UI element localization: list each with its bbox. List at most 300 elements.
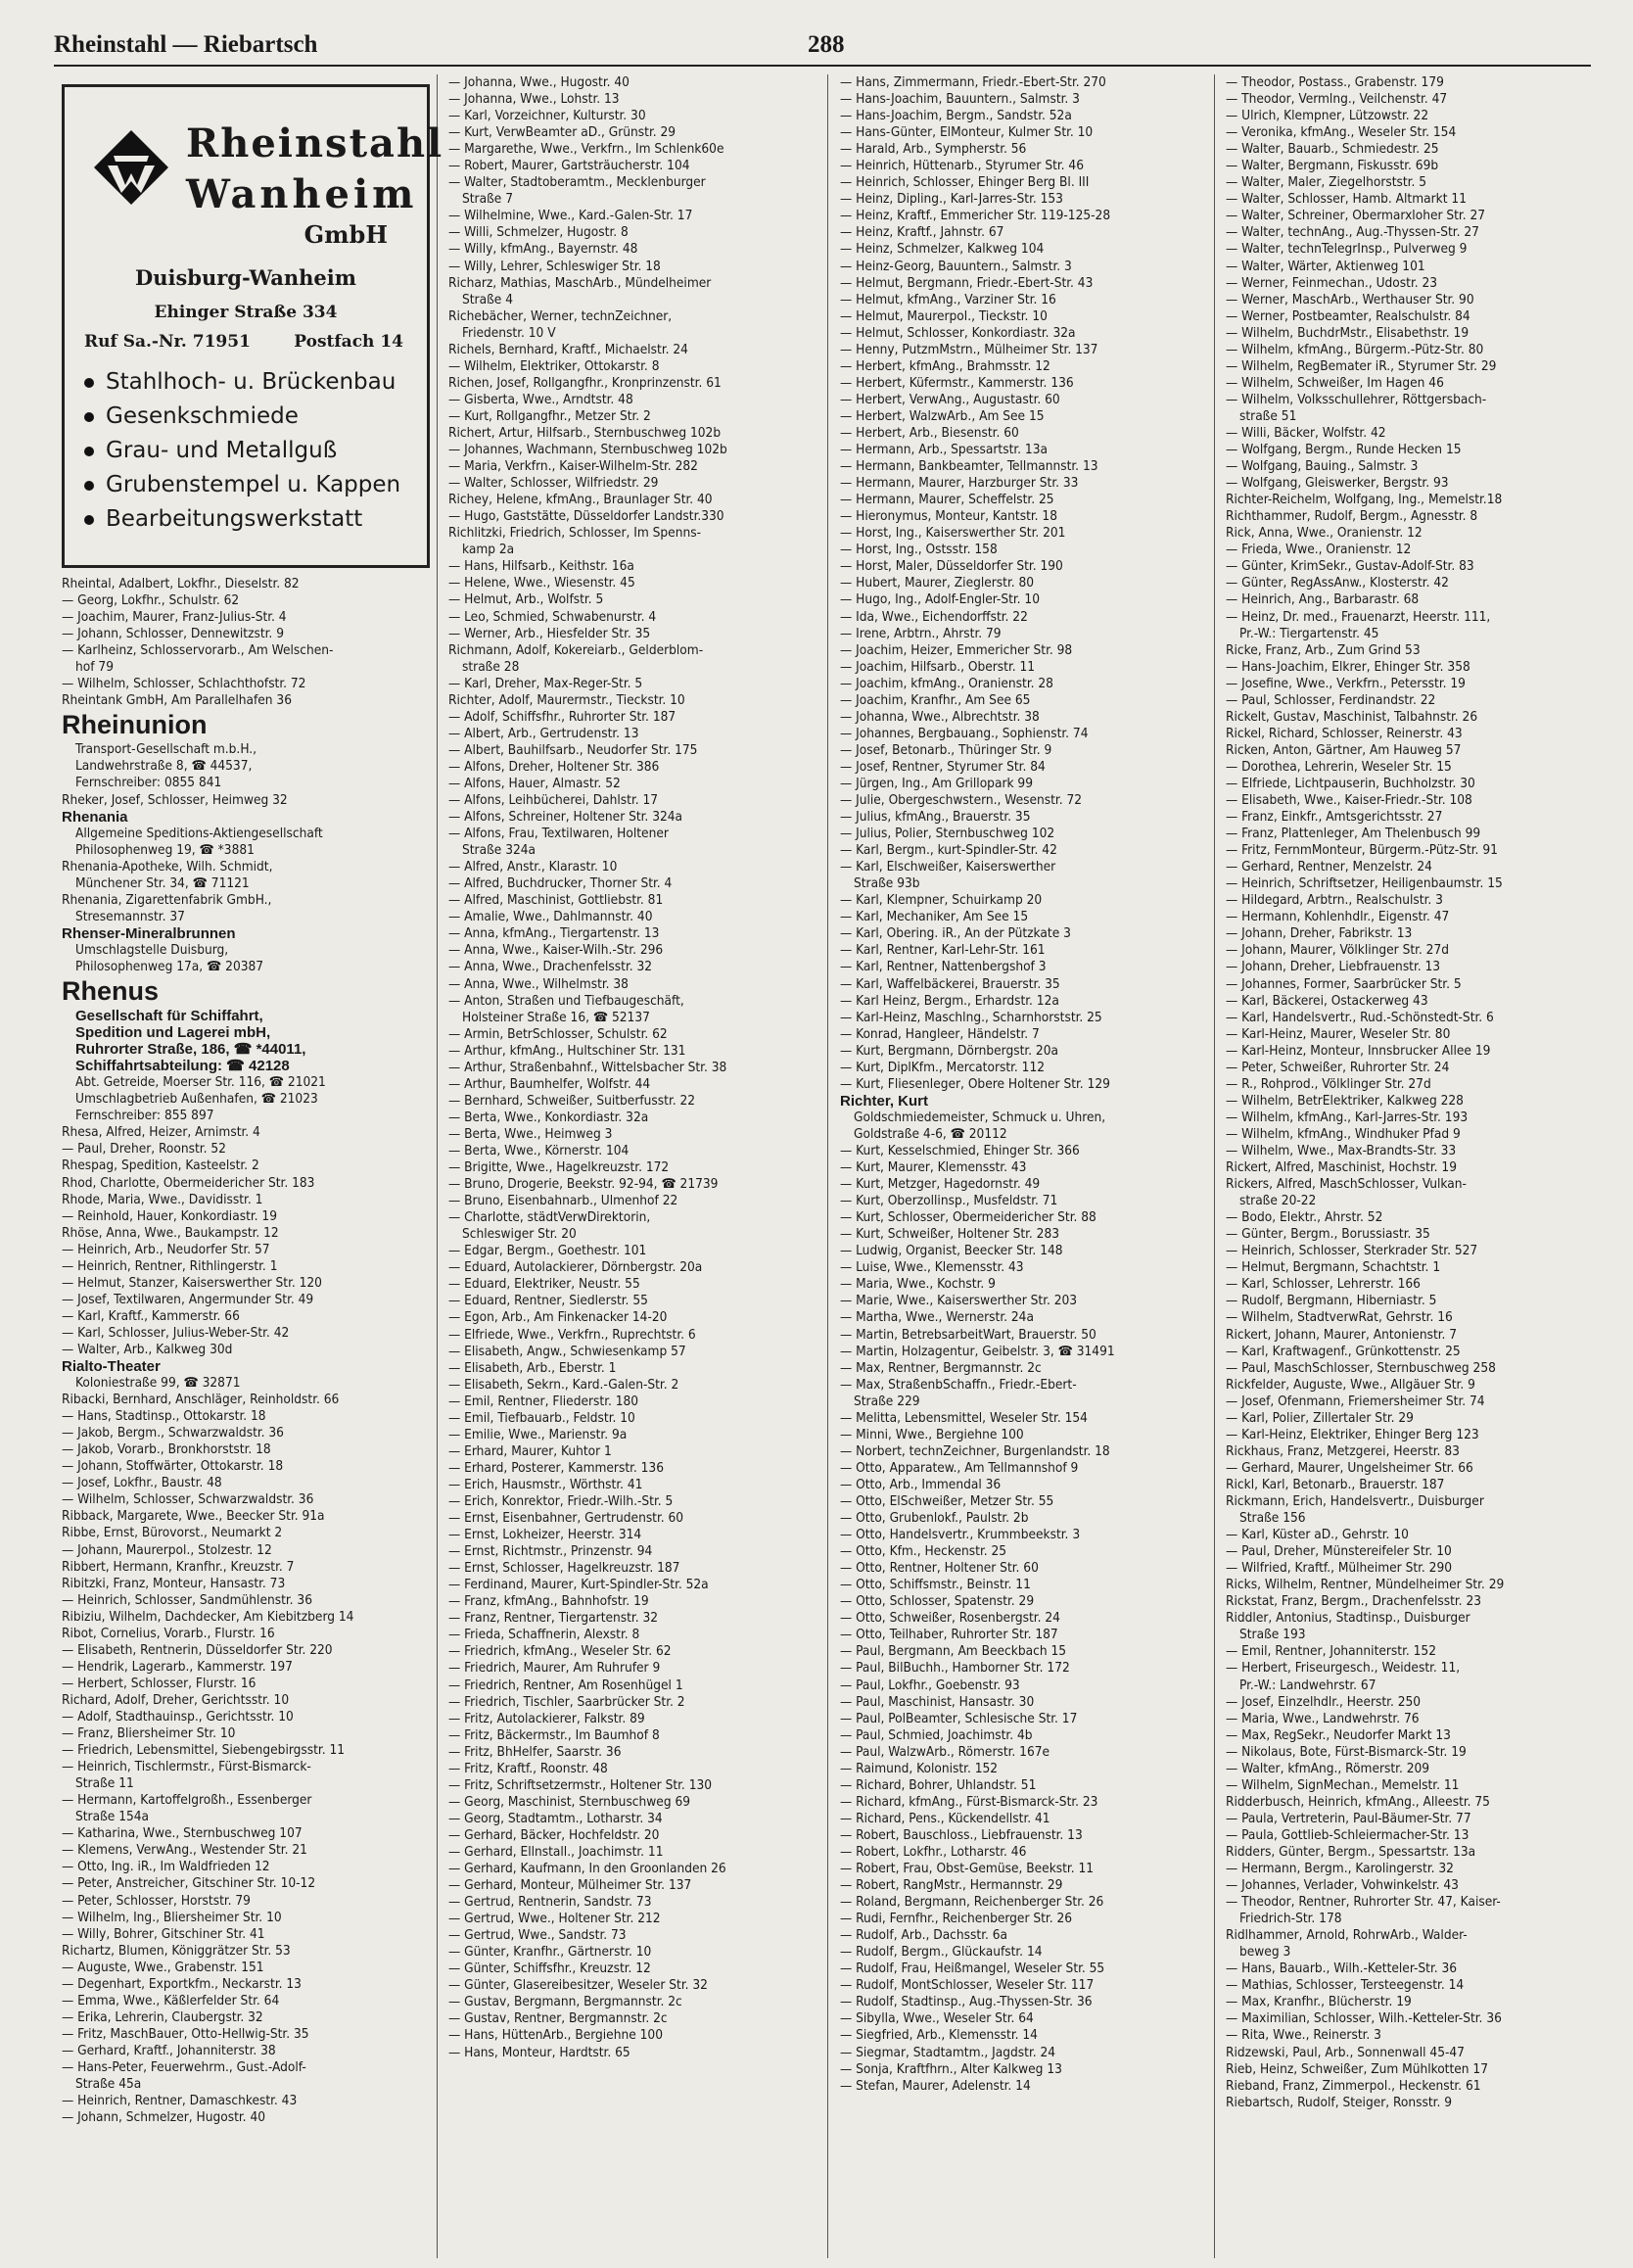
- directory-entry: Richen, Josef, Rollgangfhr., Kronprinzenstr. 61: [448, 374, 722, 391]
- directory-entry: Umschlagstelle Duisburg,: [75, 941, 229, 958]
- directory-entry: — Erich, Hausmstr., Wörthstr. 41: [448, 1476, 643, 1492]
- directory-entry: — Wolfgang, Gleiswerker, Bergstr. 93: [1226, 475, 1449, 492]
- directory-entry: — Johannes, Bergbauang., Sophienstr. 74: [840, 725, 1089, 741]
- directory-entry: — Emil, Rentner, Fliederstr. 180: [448, 1393, 639, 1409]
- directory-entry: — Julius, Polier, Sternbuschweg 102: [840, 826, 1055, 842]
- directory-entry: — Herbert, Arb., Biesenstr. 60: [840, 424, 1019, 441]
- column-rule: [437, 74, 438, 2258]
- directory-entry: — Hans, Hilfsarb., Keithstr. 16a: [448, 558, 634, 575]
- directory-column-2: [448, 74, 811, 2061]
- directory-entry: Rieband, Franz, Zimmerpol., Heckenstr. 61: [1226, 2077, 1481, 2094]
- directory-entry: Fernschreiber: 855 897: [75, 1108, 214, 1124]
- directory-entry: — Edgar, Bergm., Goethestr. 101: [448, 1243, 647, 1259]
- directory-entry: — Karl, Klempner, Schuirkamp 20: [840, 892, 1043, 909]
- directory-entry: Rhenus: [62, 976, 160, 1007]
- directory-entry: — Werner, Feinmechan., Udostr. 23: [1226, 274, 1438, 291]
- directory-entry: — Hans, Zimmermann, Friedr.-Ebert-Str. 270: [840, 74, 1106, 90]
- directory-entry: — Otto, Schlosser, Spatenstr. 29: [840, 1593, 1035, 1610]
- directory-entry: — Arthur, kfmAng., Hultschiner Str. 131: [448, 1042, 686, 1059]
- directory-entry: Ribbert, Hermann, Kranfhr., Kreuzstr. 7: [62, 1558, 295, 1575]
- directory-entry: — Eduard, Rentner, Siedlerstr. 55: [448, 1293, 648, 1309]
- directory-entry: Straße 45a: [75, 2076, 142, 2093]
- directory-entry: — Kurt, Maurer, Klemensstr. 43: [840, 1159, 1027, 1176]
- directory-entry: Rickel, Richard, Schlosser, Reinerstr. 43: [1226, 725, 1463, 741]
- directory-entry: — Theodor, Vermlng., Veilchenstr. 47: [1226, 91, 1448, 108]
- directory-entry: — Fritz, Kraftf., Roonstr. 48: [448, 1760, 608, 1776]
- directory-entry: — Rudolf, Stadtinsp., Aug.-Thyssen-Str. 36: [840, 1994, 1093, 2010]
- directory-entry: — Jakob, Vorarb., Bronkhorststr. 18: [62, 1441, 271, 1458]
- directory-entry: — Arthur, Baumhelfer, Wolfstr. 44: [448, 1075, 651, 1092]
- directory-entry: Ribiziu, Wilhelm, Dachdecker, Am Kiebitzberg 14: [62, 1608, 354, 1625]
- directory-entry: — Max, Rentner, Bergmannstr. 2c: [840, 1359, 1042, 1376]
- directory-entry: — Martin, Holzagentur, Geibelstr. 3, ☎ 31491: [840, 1343, 1115, 1359]
- directory-entry: — Johanna, Wwe., Albrechtstr. 38: [840, 708, 1040, 725]
- directory-entry: — Wilhelm, Elektriker, Ottokarstr. 8: [448, 357, 660, 374]
- directory-entry: — Max, RegSekr., Neudorfer Markt 13: [1226, 1726, 1451, 1743]
- directory-column-4: [1226, 74, 1588, 2111]
- directory-entry: — Joachim, Hilfsarb., Oberstr. 11: [840, 658, 1036, 675]
- directory-entry: Ridders, Günter, Bergm., Spessartstr. 13a: [1226, 1843, 1476, 1860]
- column-rule: [1214, 74, 1215, 2258]
- directory-entry: — Hermann, Bergm., Karolingerstr. 32: [1226, 1861, 1454, 1877]
- header-rule: [54, 65, 1591, 67]
- directory-entry: — Hans-Joachim, Bauuntern., Salmstr. 3: [840, 91, 1080, 108]
- directory-entry: — Gerhard, Maurer, Ungelsheimer Str. 66: [1226, 1459, 1473, 1476]
- directory-entry: — Gisberta, Wwe., Arndtstr. 48: [448, 391, 633, 407]
- directory-entry: — Eduard, Elektriker, Neustr. 55: [448, 1276, 640, 1293]
- directory-entry: — Walter, technAng., Aug.-Thyssen-Str. 27: [1226, 224, 1479, 241]
- directory-entry: — Alfred, Anstr., Klarastr. 10: [448, 859, 618, 875]
- directory-entry: — Heinrich, Rentner, Rithlingerstr. 1: [62, 1257, 278, 1274]
- directory-entry: — Günter, Schiffsfhr., Kreuzstr. 12: [448, 1961, 651, 1977]
- directory-entry: Rhenania, Zigarettenfabrik GmbH.,: [62, 891, 272, 908]
- directory-entry: — Hans, Bauarb., Wilh.-Ketteler-Str. 36: [1226, 1961, 1458, 1977]
- directory-entry: — Jürgen, Ing., Am Grillopark 99: [840, 775, 1033, 791]
- directory-entry: — Karl-Heinz, Monteur, Innsbrucker Allee 19: [1226, 1042, 1491, 1059]
- column-rule: [827, 74, 828, 2258]
- directory-entry: — Martin, BetrebsarbeitWart, Brauerstr. 50: [840, 1326, 1096, 1343]
- directory-entry: — Karl, Handelsvertr., Rud.-Schönstedt-Str. 6: [1226, 1009, 1494, 1025]
- directory-entry: — Wilhelm, SignMechan., Memelstr. 11: [1226, 1776, 1460, 1793]
- directory-entry: — Willi, Schmelzer, Hugostr. 8: [448, 224, 629, 241]
- directory-entry: Straße 93b: [854, 875, 920, 892]
- directory-entry: — Hans-Joachim, Bergm., Sandstr. 52a: [840, 108, 1072, 124]
- directory-entry: — Frieda, Wwe., Oranienstr. 12: [1226, 542, 1412, 558]
- directory-entry: Ruhrorter Straße, 186, ☎ *44011,: [75, 1041, 306, 1059]
- directory-entry: Rheintank GmbH, Am Parallelhafen 36: [62, 692, 292, 709]
- directory-entry: — Gerhard, Ellnstall., Joachimstr. 11: [448, 1843, 664, 1860]
- directory-entry: — Karl, Rentner, Karl-Lehr-Str. 161: [840, 942, 1046, 959]
- directory-entry: — Charlotte, städtVerwDirektorin,: [448, 1209, 651, 1226]
- directory-entry: Straße 4: [462, 291, 513, 307]
- directory-entry: — Norbert, technZeichner, Burgenlandstr. 18: [840, 1442, 1110, 1459]
- directory-entry: — Otto, Handelsvertr., Krummbeekstr. 3: [840, 1527, 1081, 1543]
- directory-entry: — Alfons, Dreher, Holtener Str. 386: [448, 758, 660, 775]
- directory-entry: — Karl, Polier, Zillertaler Str. 29: [1226, 1409, 1414, 1426]
- directory-entry: — Berta, Wwe., Konkordiastr. 32a: [448, 1109, 649, 1125]
- directory-entry: Rhespag, Spedition, Kasteelstr. 2: [62, 1158, 259, 1174]
- directory-entry: kamp 2a: [462, 542, 515, 558]
- directory-entry: — Emilie, Wwe., Marienstr. 9a: [448, 1426, 628, 1442]
- directory-entry: — Otto, Schweißer, Rosenbergstr. 24: [840, 1610, 1060, 1627]
- directory-entry: — Gerhard, Rentner, Menzelstr. 24: [1226, 859, 1432, 875]
- directory-entry: — Willy, Lehrer, Schleswiger Str. 18: [448, 258, 661, 274]
- directory-entry: — Walter, Maler, Ziegelhorststr. 5: [1226, 174, 1427, 191]
- directory-entry: — Paul, Dreher, Roonstr. 52: [62, 1141, 226, 1158]
- directory-entry: — Heinrich, Tischlermstr., Fürst-Bismarck-: [62, 1759, 311, 1775]
- directory-entry: Rheker, Josef, Schlosser, Heimweg 32: [62, 791, 288, 808]
- directory-entry: Ridlhammer, Arnold, RohrwArb., Walder-: [1226, 1927, 1468, 1944]
- directory-entry: Rhod, Charlotte, Obermeidericher Str. 183: [62, 1174, 315, 1191]
- directory-entry: Rickfelder, Auguste, Wwe., Allgäuer Str. 9: [1226, 1376, 1475, 1393]
- directory-entry: — Hermann, Arb., Spessartstr. 13a: [840, 442, 1048, 458]
- directory-entry: — Otto, Rentner, Holtener Str. 60: [840, 1560, 1039, 1577]
- directory-entry: — Walter, Bauarb., Schmiedestr. 25: [1226, 141, 1439, 158]
- directory-entry: — Ida, Wwe., Eichendorffstr. 22: [840, 608, 1028, 625]
- ad-name-line1: Rheinstahl: [186, 120, 444, 166]
- directory-entry: — Paul, Lokfhr., Goebenstr. 93: [840, 1677, 1020, 1693]
- directory-entry: — Siegmar, Stadtamtm., Jagdstr. 24: [840, 2044, 1056, 2060]
- directory-entry: Rickert, Johann, Maurer, Antonienstr. 7: [1226, 1326, 1458, 1343]
- directory-entry: Straße 7: [462, 191, 513, 208]
- directory-entry: — Joachim, Kranfhr., Am See 65: [840, 691, 1031, 708]
- directory-entry: — Herbert, kfmAng., Brahmsstr. 12: [840, 357, 1050, 374]
- directory-entry: — Hans, Stadtinsp., Ottokarstr. 18: [62, 1408, 266, 1425]
- directory-entry: — Auguste, Wwe., Grabenstr. 151: [62, 1959, 264, 1975]
- directory-entry: — Robert, Maurer, Gartsträucherstr. 104: [448, 158, 690, 174]
- directory-entry: — Hermann, Bankbeamter, Tellmannstr. 13: [840, 458, 1098, 475]
- directory-entry: — Erich, Konrektor, Friedr.-Wilh.-Str. 5: [448, 1492, 674, 1509]
- directory-column-1: [62, 576, 424, 2126]
- directory-entry: — Johannes, Former, Saarbrücker Str. 5: [1226, 975, 1462, 992]
- ad-product-item: Gesenkschmiede: [84, 400, 400, 434]
- directory-entry: Richey, Helene, kfmAng., Braunlager Str. 40: [448, 492, 713, 508]
- directory-entry: — Maria, Wwe., Kochstr. 9: [840, 1276, 996, 1293]
- directory-entry: — Armin, BetrSchlosser, Schulstr. 62: [448, 1025, 668, 1042]
- directory-entry: Rickert, Alfred, Maschinist, Hochstr. 19: [1226, 1159, 1457, 1176]
- directory-entry: — Karl, Waffelbäckerei, Brauerstr. 35: [840, 975, 1060, 992]
- directory-entry: Allgemeine Speditions-Aktiengesellschaft: [75, 825, 323, 841]
- directory-entry: — Otto, Kfm., Heckenstr. 25: [840, 1543, 1007, 1560]
- directory-entry: — Paula, Vertreterin, Paul-Bäumer-Str. 77: [1226, 1810, 1471, 1826]
- directory-entry: — Karl-Heinz, Maschlng., Scharnhorststr. 25: [840, 1009, 1102, 1025]
- directory-entry: — Karl, Obering. iR., An der Pützkate 3: [840, 925, 1071, 942]
- bullet-icon: [84, 515, 94, 525]
- directory-entry: — Kurt, Kesselschmied, Ehinger Str. 366: [840, 1143, 1080, 1158]
- directory-entry: — Henny, PutzmMstrn., Mülheimer Str. 137: [840, 341, 1098, 357]
- directory-entry: — Ludwig, Organist, Beecker Str. 148: [840, 1243, 1063, 1259]
- directory-entry: — Otto, Teilhaber, Ruhrorter Str. 187: [840, 1627, 1058, 1643]
- directory-entry: — Walter, Schlosser, Wilfriedstr. 29: [448, 475, 659, 492]
- directory-entry: — Paul, Bergmann, Am Beeckbach 15: [840, 1643, 1067, 1660]
- directory-entry: — Anna, kfmAng., Tiergartenstr. 13: [448, 925, 660, 942]
- directory-entry: — Richard, kfmAng., Fürst-Bismarck-Str. 23: [840, 1793, 1098, 1810]
- directory-entry: — Bernhard, Schweißer, Suitberfusstr. 22: [448, 1092, 696, 1109]
- directory-entry: — Karl Heinz, Bergm., Erhardstr. 12a: [840, 992, 1059, 1009]
- directory-entry: — Frieda, Schaffnerin, Alexstr. 8: [448, 1627, 640, 1643]
- directory-entry: Rheintal, Adalbert, Lokfhr., Dieselstr. 82: [62, 576, 300, 591]
- directory-entry: — Erhard, Maurer, Kuhtor 1: [448, 1442, 612, 1459]
- directory-entry: — Heinrich, Schlosser, Sandmühlenstr. 36: [62, 1591, 312, 1608]
- directory-entry: — Karl-Heinz, Elektriker, Ehinger Berg 123: [1226, 1426, 1479, 1442]
- directory-entry: — Wilhelm, BetrElektriker, Kalkweg 228: [1226, 1092, 1464, 1109]
- directory-entry: — Kurt, Schweißer, Holtener Str. 283: [840, 1226, 1060, 1243]
- directory-entry: — Hans-Joachim, Elkrer, Ehinger Str. 358: [1226, 658, 1470, 675]
- directory-entry: Fernschreiber: 0855 841: [75, 775, 222, 791]
- directory-entry: — Herbert, VerwAng., Augustastr. 60: [840, 391, 1060, 407]
- directory-entry: — Helmut, Schlosser, Konkordiastr. 32a: [840, 324, 1076, 341]
- directory-entry: Gesellschaft für Schiffahrt,: [75, 1008, 263, 1025]
- directory-entry: — Heinrich, Arb., Neudorfer Str. 57: [62, 1241, 270, 1257]
- directory-entry: — Rudolf, MontSchlosser, Weseler Str. 117: [840, 1977, 1095, 1994]
- directory-entry: — Walter, kfmAng., Römerstr. 209: [1226, 1760, 1430, 1776]
- directory-entry: — Karl, Bergm., kurt-Spindler-Str. 42: [840, 842, 1057, 859]
- directory-entry: — Erhard, Posterer, Kammerstr. 136: [448, 1459, 664, 1476]
- directory-entry: — Mathias, Schlosser, Tersteegenstr. 14: [1226, 1977, 1465, 1994]
- directory-entry: Pr.-W.: Tiergartenstr. 45: [1239, 625, 1379, 641]
- directory-entry: — Sibylla, Wwe., Weseler Str. 64: [840, 2010, 1034, 2027]
- directory-entry: — Gerhard, Bäcker, Hochfeldstr. 20: [448, 1826, 660, 1843]
- directory-entry: — Karl, Kraftwagenf., Grünkottenstr. 25: [1226, 1343, 1461, 1359]
- directory-entry: — Ferdinand, Maurer, Kurt-Spindler-Str. 52a: [448, 1577, 709, 1593]
- directory-entry: — Hieronymus, Monteur, Kantstr. 18: [840, 508, 1057, 525]
- directory-entry: — Emma, Wwe., Käßlerfelder Str. 64: [62, 1992, 280, 2008]
- directory-entry: Friedenstr. 10 V: [462, 324, 556, 341]
- directory-entry: — Wilhelm, StadtverwRat, Gehrstr. 16: [1226, 1309, 1453, 1326]
- directory-entry: — Franz, Rentner, Tiergartenstr. 32: [448, 1610, 659, 1627]
- directory-entry: — Herbert, Friseurgesch., Weidestr. 11,: [1226, 1660, 1461, 1677]
- directory-entry: — Elfriede, Lichtpauserin, Buchholzstr. 30: [1226, 775, 1475, 791]
- directory-entry: Abt. Getreide, Moerser Str. 116, ☎ 21021: [75, 1074, 326, 1091]
- directory-entry: — Gustav, Rentner, Bergmannstr. 2c: [448, 2010, 668, 2027]
- directory-entry: — Heinrich, Schlosser, Sterkrader Str. 527: [1226, 1243, 1478, 1259]
- directory-entry: — Rudolf, Bergmann, Hiberniastr. 5: [1226, 1293, 1437, 1309]
- directory-entry: — Elisabeth, Sekrn., Kard.-Galen-Str. 2: [448, 1376, 679, 1393]
- directory-entry: Holsteiner Straße 16, ☎ 52137: [462, 1009, 650, 1025]
- directory-entry: — Kurt, Bergmann, Dörnbergstr. 20a: [840, 1042, 1058, 1059]
- directory-entry: — Joachim, kfmAng., Oranienstr. 28: [840, 675, 1053, 691]
- directory-entry: — Brigitte, Wwe., Hagelkreuzstr. 172: [448, 1159, 670, 1176]
- directory-entry: Richter, Kurt: [840, 1092, 929, 1110]
- directory-entry: — Heinrich, Schlosser, Ehinger Berg Bl. III: [840, 174, 1090, 191]
- rheinstahl-logo-icon: [92, 128, 170, 207]
- directory-entry: — Anna, Wwe., Kaiser-Wilh.-Str. 296: [448, 942, 664, 959]
- directory-entry: — Gerhard, Monteur, Mülheimer Str. 137: [448, 1877, 692, 1894]
- directory-entry: — Friedrich, kfmAng., Weseler Str. 62: [448, 1643, 672, 1660]
- directory-entry: — Walter, technTelegrInsp., Pulverweg 9: [1226, 241, 1468, 258]
- directory-entry: — Johanna, Wwe., Hugostr. 40: [448, 74, 630, 90]
- directory-entry: — Julius, kfmAng., Brauerstr. 35: [840, 809, 1031, 826]
- directory-entry: Ribacki, Bernhard, Anschläger, Reinholdstr. 66: [62, 1392, 340, 1408]
- directory-entry: — Günter, Kranfhr., Gärtnerstr. 10: [448, 1944, 652, 1961]
- directory-entry: — Paul, Maschinist, Hansastr. 30: [840, 1693, 1035, 1710]
- directory-entry: — Elisabeth, Rentnerin, Düsseldorfer Str. 220: [62, 1641, 333, 1658]
- directory-entry: — Wilhelm, Wwe., Max-Brandts-Str. 33: [1226, 1143, 1457, 1158]
- directory-entry: — Arthur, Straßenbahnf., Wittelsbacher Str. 38: [448, 1059, 727, 1075]
- directory-entry: Rickers, Alfred, MaschSchlosser, Vulkan-: [1226, 1176, 1467, 1193]
- directory-entry: — Hugo, Gaststätte, Düsseldorfer Landstr.330: [448, 508, 724, 525]
- directory-entry: — Herbert, Schlosser, Flurstr. 16: [62, 1675, 257, 1691]
- directory-entry: — Peter, Anstreicher, Gitschiner Str. 10-12: [62, 1875, 316, 1892]
- directory-entry: — Klemens, VerwAng., Westender Str. 21: [62, 1842, 307, 1859]
- directory-entry: Rickelt, Gustav, Maschinist, Talbahnstr. 26: [1226, 708, 1478, 725]
- directory-entry: — Siegfried, Arb., Klemensstr. 14: [840, 2027, 1038, 2044]
- directory-entry: — Otto, Ing. iR., Im Waldfrieden 12: [62, 1859, 270, 1875]
- bullet-icon: [84, 447, 94, 456]
- directory-entry: Rick, Anna, Wwe., Oranienstr. 12: [1226, 525, 1423, 542]
- directory-entry: — Otto, Arb., Immendal 36: [840, 1476, 1002, 1492]
- directory-entry: — Anna, Wwe., Drachenfelsstr. 32: [448, 959, 653, 975]
- directory-entry: — Hermann, Kartoffelgroßh., Essenberger: [62, 1792, 312, 1809]
- directory-entry: — Karl, Elschweißer, Kaiserswerther: [840, 859, 1056, 875]
- directory-entry: — Gustav, Bergmann, Bergmannstr. 2c: [448, 1994, 682, 2010]
- directory-entry: Schleswiger Str. 20: [462, 1226, 577, 1243]
- directory-entry: — Franz, Einkfr., Amtsgerichtsstr. 27: [1226, 809, 1443, 826]
- directory-entry: — Berta, Wwe., Körnerstr. 104: [448, 1143, 630, 1158]
- directory-entry: — Walter, Wärter, Aktienweg 101: [1226, 258, 1425, 274]
- directory-column-3: [840, 74, 1202, 2095]
- directory-entry: Rhenser-Mineralbrunnen: [62, 924, 236, 942]
- directory-entry: — Gerhard, Kraftf., Johanniterstr. 38: [62, 2042, 276, 2058]
- directory-entry: — Karl, Rentner, Nattenbergshof 3: [840, 959, 1047, 975]
- directory-entry: — Wilhelm, kfmAng., Windhuker Pfad 9: [1226, 1125, 1461, 1142]
- directory-entry: Rhöse, Anna, Wwe., Baukampstr. 12: [62, 1224, 279, 1241]
- directory-entry: Umschlagbetrieb Außenhafen, ☎ 21023: [75, 1091, 318, 1108]
- directory-entry: — Rudolf, Arb., Dachsstr. 6a: [840, 1927, 1008, 1944]
- directory-entry: — Maria, Wwe., Landwehrstr. 76: [1226, 1710, 1420, 1726]
- directory-entry: — Paul, WalzwArb., Römerstr. 167e: [840, 1743, 1050, 1760]
- directory-entry: — Helmut, Bergmann, Friedr.-Ebert-Str. 43: [840, 274, 1094, 291]
- directory-entry: — Joachim, Maurer, Franz-Julius-Str. 4: [62, 609, 287, 626]
- ad-product-item: Grubenstempel u. Kappen: [84, 468, 400, 502]
- directory-entry: — Elisabeth, Wwe., Kaiser-Friedr.-Str. 108: [1226, 792, 1472, 809]
- directory-entry: — Sonja, Kraftfhrn., Alter Kalkweg 13: [840, 2060, 1062, 2077]
- directory-entry: — Rudolf, Frau, Heißmangel, Weseler Str. 55: [840, 1961, 1105, 1977]
- directory-entry: Richels, Bernhard, Kraftf., Michaelstr. 24: [448, 341, 688, 357]
- ad-product-item: Bearbeitungswerkstatt: [84, 502, 400, 537]
- directory-entry: — Franz, Bliersheimer Str. 10: [62, 1725, 236, 1742]
- directory-entry: — Willy, Bohrer, Gitschiner Str. 41: [62, 1925, 265, 1942]
- directory-entry: — Georg, Maschinist, Sternbuschweg 69: [448, 1793, 691, 1810]
- directory-entry: Ricke, Franz, Arb., Zum Grind 53: [1226, 641, 1421, 658]
- directory-entry: — Franz, kfmAng., Bahnhofstr. 19: [448, 1593, 649, 1610]
- directory-entry: — Adolf, Schiffsfhr., Ruhrorter Str. 187: [448, 708, 677, 725]
- directory-entry: — Martha, Wwe., Wernerstr. 24a: [840, 1309, 1034, 1326]
- directory-entry: Spedition und Lagerei mbH,: [75, 1024, 271, 1042]
- directory-entry: — Raimund, Kolonistr. 152: [840, 1760, 999, 1776]
- directory-entry: Richthammer, Rudolf, Bergm., Agnesstr. 8: [1226, 508, 1478, 525]
- directory-entry: — Johanna, Wwe., Lohstr. 13: [448, 91, 620, 108]
- directory-entry: — Josef, Ofenmann, Friemersheimer Str. 74: [1226, 1393, 1485, 1409]
- directory-entry: Münchener Str. 34, ☎ 71121: [75, 874, 250, 891]
- directory-entry: Goldschmiedemeister, Schmuck u. Uhren,: [854, 1109, 1106, 1125]
- directory-entry: — Heinrich, Ang., Barbarastr. 68: [1226, 591, 1420, 608]
- directory-entry: — Fritz, Schriftsetzermstr., Holtener Str. 130: [448, 1776, 713, 1793]
- directory-entry: Pr.-W.: Landwehrstr. 67: [1239, 1677, 1376, 1693]
- directory-entry: — Julie, Obergeschwstern., Wesenstr. 72: [840, 792, 1083, 809]
- directory-entry: — Johann, Maurerpol., Stolzestr. 12: [62, 1541, 272, 1558]
- directory-entry: — Kurt, Metzger, Hagedornstr. 49: [840, 1176, 1041, 1193]
- directory-entry: — Robert, RangMstr., Hermannstr. 29: [840, 1877, 1063, 1894]
- directory-entry: — Robert, Lokfhr., Lotharstr. 46: [840, 1843, 1027, 1860]
- directory-entry: — Hans, Monteur, Hardtstr. 65: [448, 2044, 630, 2060]
- directory-entry: Riebartsch, Rudolf, Steiger, Ronsstr. 9: [1226, 2094, 1453, 2110]
- directory-entry: — Hermann, Maurer, Harzburger Str. 33: [840, 475, 1079, 492]
- directory-entry: — Walter, Schreiner, Obermarxloher Str. 27: [1226, 208, 1486, 224]
- directory-entry: Richmann, Adolf, Kokereiarb., Gelderblom-: [448, 641, 704, 658]
- bullet-icon: [84, 481, 94, 491]
- directory-entry: — Melitta, Lebensmittel, Weseler Str. 154: [840, 1409, 1088, 1426]
- page-header: [54, 29, 1591, 65]
- directory-entry: — Josef, Einzelhdlr., Heerstr. 250: [1226, 1693, 1422, 1710]
- directory-entry: — Alfons, Hauer, Almastr. 52: [448, 775, 621, 791]
- directory-entry: — Karl, Dreher, Max-Reger-Str. 5: [448, 675, 643, 691]
- directory-entry: — Karl, Vorzeichner, Kulturstr. 30: [448, 108, 646, 124]
- directory-entry: — Elfriede, Wwe., Verkfrn., Ruprechtstr. 6: [448, 1326, 696, 1343]
- directory-entry: — Josef, Betonarb., Thüringer Str. 9: [840, 741, 1052, 758]
- directory-entry: — Max, Kranfhr., Blücherstr. 19: [1226, 1994, 1412, 2010]
- directory-entry: — Günter, RegAssAnw., Klosterstr. 42: [1226, 575, 1449, 591]
- directory-entry: — Leo, Schmied, Schwabenurstr. 4: [448, 608, 657, 625]
- directory-entry: straße 20-22: [1239, 1193, 1317, 1209]
- directory-entry: — Walter, Arb., Kalkweg 30d: [62, 1341, 233, 1357]
- ad-street: Ehinger Straße 334: [154, 303, 338, 322]
- directory-entry: Landwehrstraße 8, ☎ 44537,: [75, 758, 253, 775]
- directory-entry: Stresemannstr. 37: [75, 908, 185, 924]
- directory-entry: — Heinrich, Rentner, Damaschkestr. 43: [62, 2093, 298, 2109]
- directory-entry: — Otto, Grubenlokf., Paulstr. 2b: [840, 1510, 1029, 1527]
- directory-entry: — Ulrich, Klempner, Lützowstr. 22: [1226, 108, 1429, 124]
- directory-entry: Richter, Adolf, Maurermstr., Tieckstr. 10: [448, 691, 685, 708]
- directory-entry: — Alfred, Buchdrucker, Thorner Str. 4: [448, 875, 673, 892]
- directory-entry: — Heinz, Dipling., Karl-Jarres-Str. 153: [840, 191, 1063, 208]
- directory-entry: — Günter, Bergm., Borussiastr. 35: [1226, 1226, 1430, 1243]
- directory-entry: — Fritz, FernmMonteur, Bürgerm.-Pütz-Str. 91: [1226, 842, 1498, 859]
- directory-entry: — Robert, Bauschloss., Liebfrauenstr. 13: [840, 1826, 1083, 1843]
- directory-entry: — Paul, Dreher, Münstereifeler Str. 10: [1226, 1543, 1452, 1560]
- directory-entry: — Horst, Ing., Ostsstr. 158: [840, 542, 998, 558]
- directory-entry: — Anton, Straßen und Tiefbaugeschäft,: [448, 992, 684, 1009]
- directory-entry: Rickl, Karl, Betonarb., Brauerstr. 187: [1226, 1476, 1445, 1492]
- directory-entry: — Heinz, Kraftf., Jahnstr. 67: [840, 224, 1004, 241]
- directory-entry: — Eduard, Autolackierer, Dörnbergstr. 20a: [448, 1259, 703, 1276]
- directory-entry: — Hans, HüttenArb., Bergiehne 100: [448, 2027, 663, 2044]
- directory-entry: — Minni, Wwe., Bergiehne 100: [840, 1426, 1024, 1442]
- directory-entry: — Konrad, Hangleer, Händelstr. 7: [840, 1025, 1040, 1042]
- directory-entry: Richebächer, Werner, technZeichner,: [448, 307, 673, 324]
- directory-entry: — Fritz, BhHelfer, Saarstr. 36: [448, 1743, 622, 1760]
- directory-entry: — Berta, Wwe., Heimweg 3: [448, 1125, 613, 1142]
- directory-entry: — Heinrich, Hüttenarb., Styrumer Str. 46: [840, 158, 1084, 174]
- directory-entry: — Kurt, Schlosser, Obermeidericher Str. 88: [840, 1209, 1096, 1226]
- directory-entry: — Jakob, Bergm., Schwarzwaldstr. 36: [62, 1425, 284, 1441]
- directory-entry: — Horst, Ing., Kaiserswerther Str. 201: [840, 525, 1066, 542]
- directory-entry: — Kurt, Fliesenleger, Obere Holtener Str. 129: [840, 1075, 1110, 1092]
- directory-entry: — Veronika, kfmAng., Weseler Str. 154: [1226, 124, 1457, 141]
- directory-entry: — Helmut, kfmAng., Varziner Str. 16: [840, 291, 1056, 307]
- directory-entry: — Hans-Peter, Feuerwehrm., Gust.-Adolf-: [62, 2058, 306, 2075]
- directory-entry: Richert, Artur, Hilfsarb., Sternbuschweg 102b: [448, 424, 722, 441]
- directory-entry: — Wolfgang, Bauing., Salmstr. 3: [1226, 458, 1419, 475]
- directory-entry: — Gertrud, Wwe., Holtener Str. 212: [448, 1911, 661, 1927]
- directory-entry: — Josefine, Wwe., Verkfrn., Petersstr. 19: [1226, 675, 1466, 691]
- directory-entry: hof 79: [75, 659, 114, 676]
- directory-entry: — Friedrich, Rentner, Am Rosenhügel 1: [448, 1677, 683, 1693]
- directory-entry: — Paula, Gottlieb-Schleiermacher-Str. 13: [1226, 1826, 1470, 1843]
- directory-entry: — Walter, Stadtoberamtm., Mecklenburger: [448, 174, 706, 191]
- directory-entry: Straße 11: [75, 1775, 134, 1792]
- directory-entry: — Elisabeth, Angw., Schwiesenkamp 57: [448, 1343, 686, 1359]
